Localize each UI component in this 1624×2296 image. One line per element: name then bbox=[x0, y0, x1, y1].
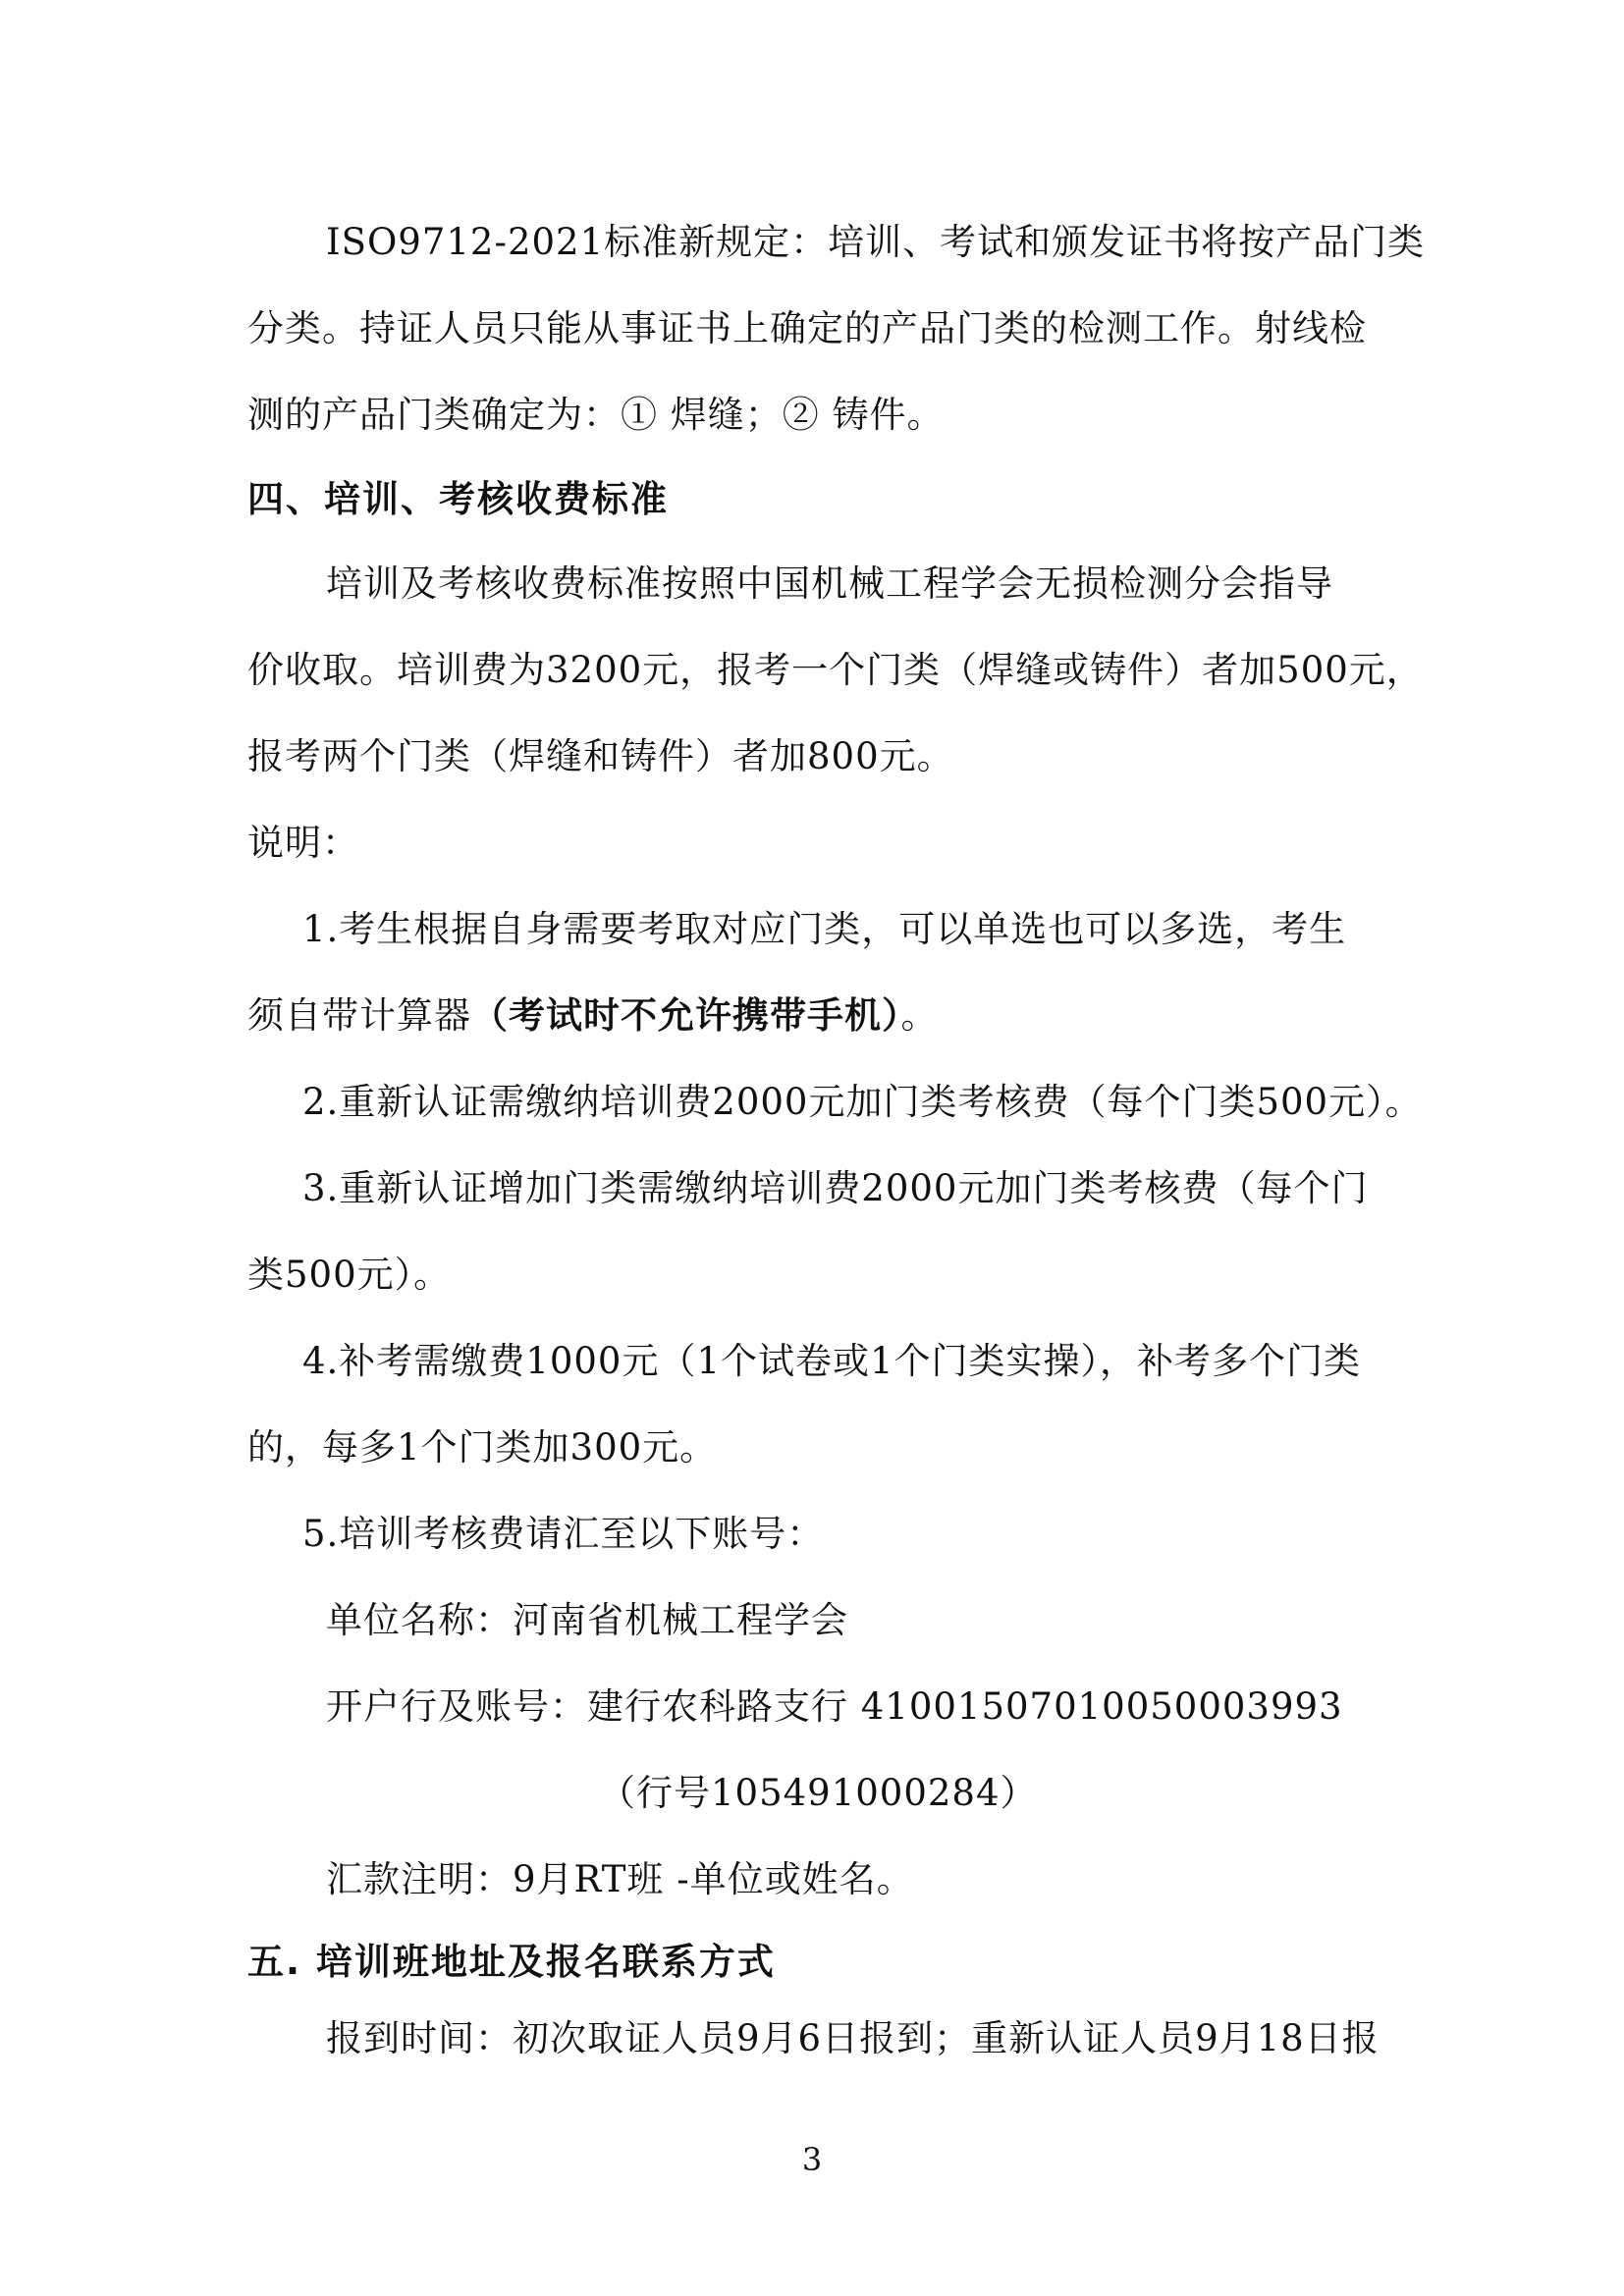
remittance-remark: 汇款注明：9月RT班 -单位或姓名。 bbox=[326, 1858, 914, 1900]
paragraph-line: ISO9712-2021标准新规定：培训、考试和颁发证书将按产品门类 bbox=[326, 221, 1426, 263]
note-3-line: 类500元）。 bbox=[247, 1254, 452, 1296]
report-time: 报到时间：初次取证人员9月6日报到；重新认证人员9月18日报 bbox=[326, 2017, 1380, 2059]
bank-account: 开户行及账号：建行农科路支行 41001507010050003993 bbox=[326, 1685, 1343, 1728]
paragraph-line: 测的产品门类确定为：① 焊缝；② 铸件。 bbox=[247, 394, 945, 436]
note-1-end: 。 bbox=[900, 994, 939, 1037]
notes-label: 说明： bbox=[247, 822, 359, 864]
note-1-line bbox=[247, 991, 939, 1041]
bank-code: （行号105491000284） bbox=[599, 1772, 1038, 1814]
paragraph-line: 报考两个门类（焊缝和铸件）者加800元。 bbox=[247, 735, 954, 777]
note-4-line: 的，每多1个门类加300元。 bbox=[247, 1426, 718, 1468]
note-1-line: 1.考生根据自身需要考取对应门类，可以单选也可以多选，考生 bbox=[302, 908, 1347, 950]
section-heading-fees: 四、培训、考核收费标准 bbox=[247, 478, 669, 520]
paragraph-line: 价收取。培训费为3200元，报考一个门类（焊缝或铸件）者加500元， bbox=[247, 649, 1424, 691]
note-1-bold-warning: （考试时不允许携带手机） bbox=[471, 994, 901, 1037]
paragraph-line: 分类。持证人员只能从事证书上确定的产品门类的检测工作。射线检 bbox=[247, 307, 1367, 349]
page-number: 3 bbox=[801, 2141, 823, 2178]
note-1-text: 须自带计算器 bbox=[247, 994, 471, 1037]
bank-unit-name: 单位名称：河南省机械工程学会 bbox=[326, 1599, 848, 1641]
note-5: 5.培训考核费请汇至以下账号： bbox=[302, 1513, 825, 1555]
section-heading-address: 五. 培训班地址及报名联系方式 bbox=[247, 1941, 776, 1983]
note-2: 2.重新认证需缴纳培训费2000元加门类考核费（每个门类500元）。 bbox=[302, 1081, 1423, 1123]
note-4-line: 4.补考需缴费1000元（1个试卷或1个门类实操），补考多个门类 bbox=[302, 1340, 1362, 1382]
paragraph-line: 培训及考核收费标准按照中国机械工程学会无损检测分会指导 bbox=[326, 562, 1333, 605]
note-3-line: 3.重新认证增加门类需缴纳培训费2000元加门类考核费（每个门 bbox=[302, 1167, 1369, 1209]
